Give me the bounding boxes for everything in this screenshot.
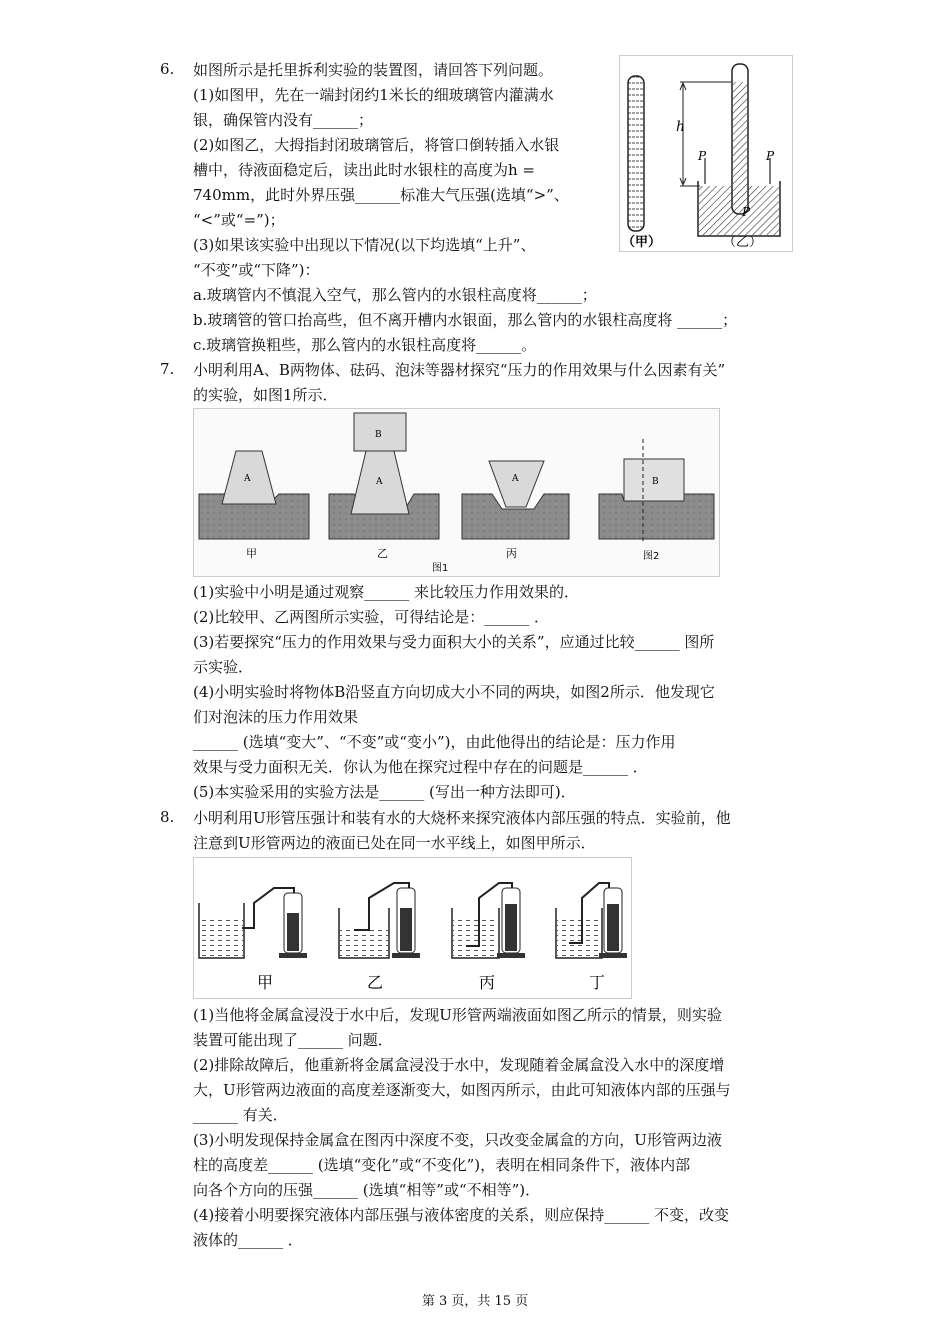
pressure-label-right: P [766,149,775,163]
label-ding: 丁 [589,973,606,992]
q7-line: (2)比较甲、乙两图所示实验，可得结论是：______ ． [193,608,550,626]
label-yi: （乙） [723,235,763,250]
question-number-7: 7. [160,360,175,378]
label-jia: （甲） [622,235,662,250]
h-label: h [676,119,686,135]
q7-line: (3)若要探究“压力的作用效果与受力面积大小的关系”，应通过比较______ 图所 [193,633,715,651]
block-a-label: A [244,474,251,484]
setup-bing [452,883,525,992]
q8-line: 向各个方向的压强______ (选填“相等”或“不相等”)． [193,1181,541,1199]
label-yi: 乙 [367,973,384,992]
q7-line: 们对泡沫的压力作用效果 [193,708,359,726]
block-a-label: A [376,477,383,487]
question-number-8: 8. [160,808,175,826]
q6-line: b.玻璃管的管口抬高些，但不离开槽内水银面，那么管内的水银柱高度将 ______； [193,311,738,329]
q8-line: (1)当他将金属盒浸没于水中后，发现U形管两端液面如图乙所示的情景，则实验 [193,1006,722,1024]
setup-jia [199,888,307,992]
question-number-6: 6. [160,60,175,78]
block-a-label: A [512,474,519,484]
q7-line: 效果与受力面积无关．你认为他在探究过程中存在的问题是______ ． [193,758,648,776]
q8-line: (4)接着小明要探究液体内部压强与液体密度的关系，则应保持______ 不变，改变 [193,1206,730,1224]
q7-line: (1)实验中小明是通过观察______ 来比较压力作用效果的． [193,583,580,601]
mercury-column [733,82,747,213]
pressure-label-inner: P [742,205,751,219]
q7-line: 小明利用A、B两物体、砝码、泡沫等器材探究“压力的作用效果与什么因素有关” [193,361,726,379]
q8-line: ______ 有关． [193,1106,288,1124]
block-b-label: B [375,430,382,440]
label-jia: 甲 [246,547,257,560]
q7-line: ______ (选填“变大”、“不变”或“变小”)，由此他得出的结论是：压力作用 [193,733,676,751]
q6-line: “不变”或“下降”)： [193,261,320,279]
figure-1-caption: 图1 [432,563,449,574]
q6-line: “<”或“=”)； [193,211,285,229]
q8-line: 注意到U形管两边的液面已处在同一水平线上，如图甲所示． [193,834,596,852]
tube-jia [628,76,644,231]
label-bing: 丙 [479,973,496,992]
q6-line: 如图所示是托里拆利实验的装置图，请回答下列问题。 [193,61,554,79]
q8-line: 液体的______ ． [193,1231,303,1249]
q7-line: 的实验，如图1所示． [193,386,338,404]
figure-2-caption: 图2 [643,551,660,562]
label-jia: 甲 [257,973,274,992]
q6-line: a.玻璃管内不慎混入空气，那么管内的水银柱高度将______； [193,286,597,304]
q6-line: 槽中，待液面稳定后，读出此时水银柱的高度为h = [193,161,535,179]
q8-line: (3)小明发现保持金属盒在图丙中深度不变，只改变金属盒的方向，U形管两边液 [193,1131,722,1149]
q8-line: 小明利用U形管压强计和装有水的大烧杯来探究液体内部压强的特点．实验前，他 [193,809,731,827]
pressure-foam-figure [193,408,720,577]
u-tube-figure [193,857,632,999]
q7-line: 示实验． [193,658,254,676]
q8-line: (2)排除故障后，他重新将金属盒浸没于水中，发现随着金属盒没入水中的深度增 [193,1056,725,1074]
q7-line: (4)小明实验时将物体B沿竖直方向切成大小不同的两块，如图2所示．他发现它 [193,683,715,701]
torricelli-diagram [620,56,792,251]
label-yi: 乙 [377,547,388,560]
q6-line: 银，确保管内没有______； [193,111,374,129]
q6-line: (1)如图甲，先在一端封闭约1米长的细玻璃管内灌满水 [193,86,554,104]
setup-yi [339,883,420,992]
block-b-label: B [652,477,659,487]
q7-line: (5)本实验采用的实验方法是______ (写出一种方法即可)． [193,783,576,801]
q8-line: 大，U形管两边液面的高度差逐渐变大，如图丙所示，由此可知液体内部的压强与 [193,1081,731,1099]
q8-line: 装置可能出现了______ 问题． [193,1031,393,1049]
q6-line: c.玻璃管换粗些，那么管内的水银柱高度将______。 [193,336,537,354]
pressure-label-left: P [698,149,707,163]
q6-line: (3)如果该实验中出现以下情况(以下均选填“上升”、 [193,236,536,254]
q8-line: 柱的高度差______ (选填“变化”或“不变化”)，表明在相同条件下，液体内部 [193,1156,691,1174]
foam-diagram [194,409,719,576]
label-bing: 丙 [506,547,517,560]
torricelli-figure [619,55,793,252]
u-tube-diagram [194,858,631,998]
page-footer: 第 3 页，共 15 页 [421,1294,529,1309]
setup-ding [556,883,627,992]
q6-line: (2)如图乙，大拇指封闭玻璃管后，将管口倒转插入水银 [193,136,560,154]
q6-line: 740mm，此时外界压强______标准大气压强(选填“>”、 [193,186,569,204]
